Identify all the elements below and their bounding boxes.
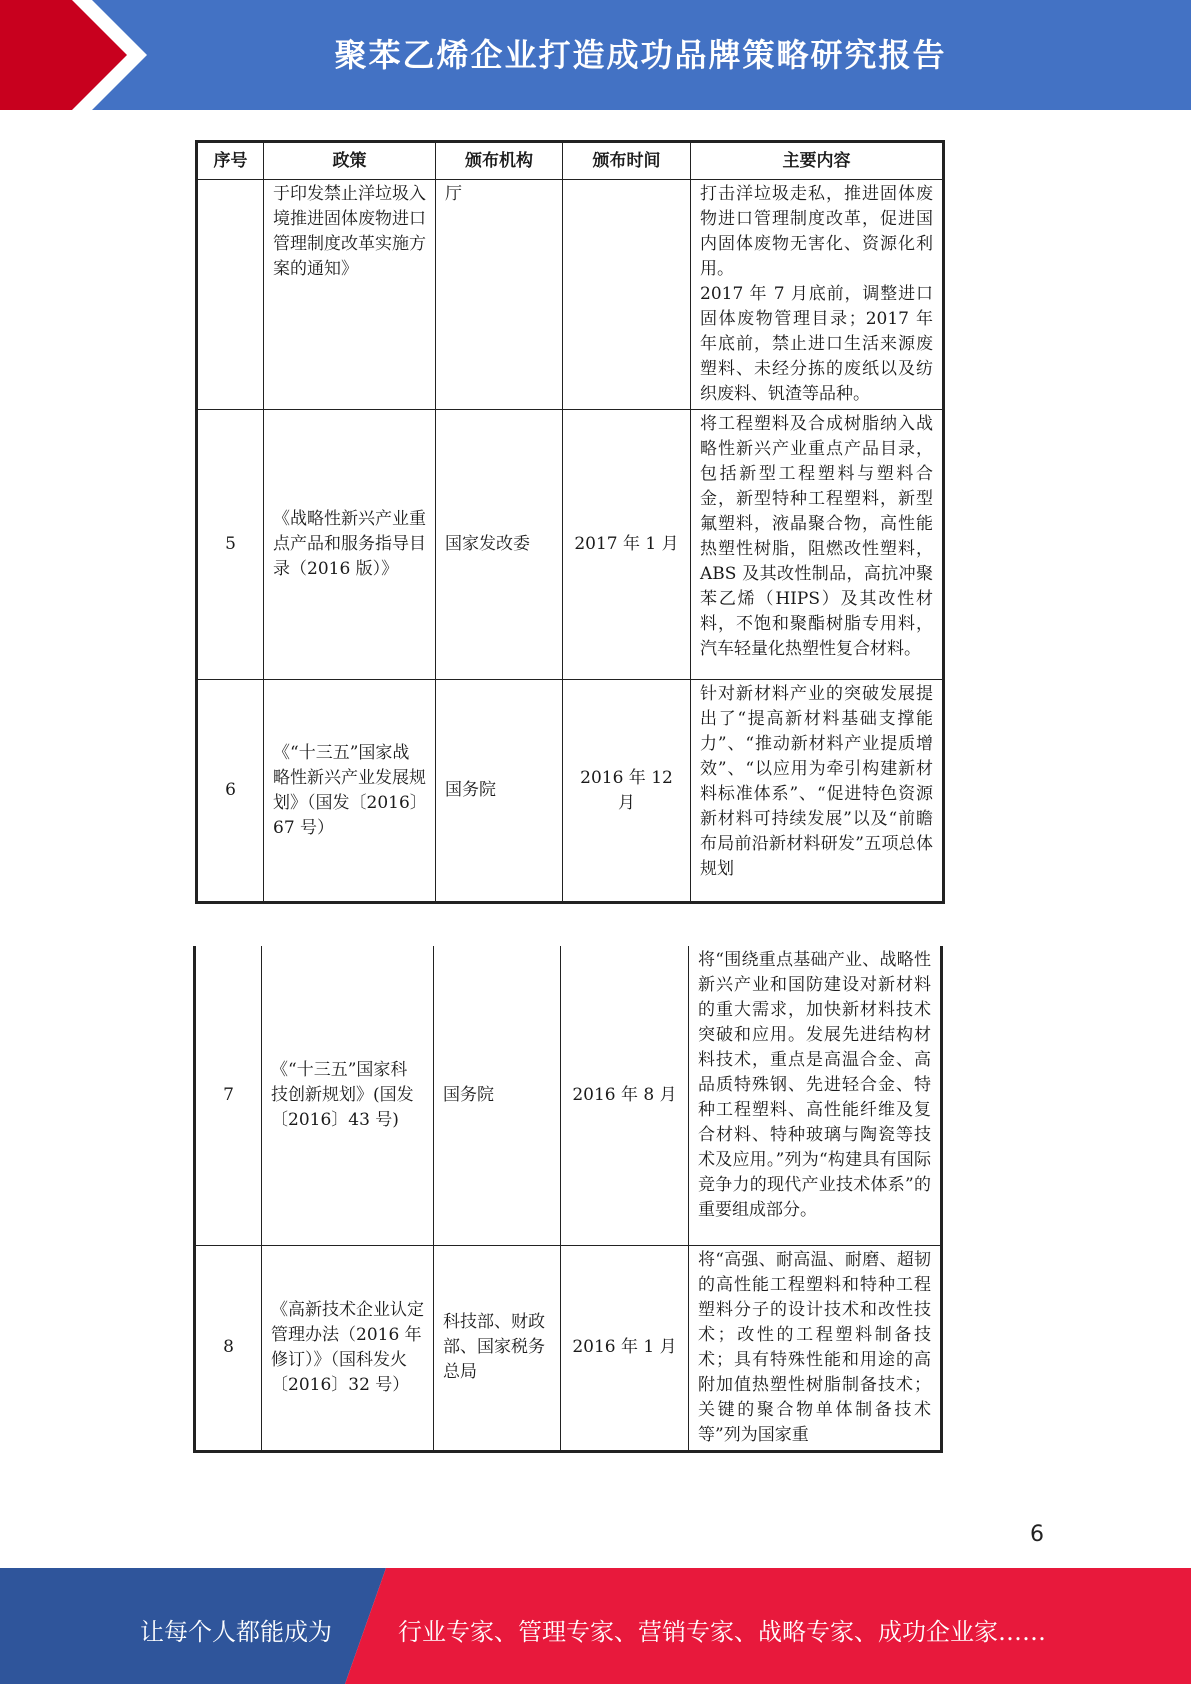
row-content-para1: 打击洋垃圾走私，推进固体废物进口管理制度改革，促进国内固体废物无害化、资源化利用。	[700, 184, 933, 279]
row-agency: 国家发改委	[436, 410, 563, 680]
row-no: 6	[197, 680, 264, 903]
row-date: 2017 年 1 月	[563, 410, 691, 680]
row-content: 针对新材料产业的突破发展提出了“提高新材料基础支撑能力”、“推动新材料产业提质增效”、“以应用为牵引构建新材料标准体系”、“促进特色资源新材料可持续发展”以及“前瞻布局前沿新材料研发”五项总体规划	[691, 680, 944, 903]
policy-table-part1	[195, 140, 945, 904]
red-chevron-decoration	[0, 0, 160, 110]
row-date: 2016 年 12 月	[563, 680, 691, 903]
row-agency: 国务院	[436, 680, 563, 903]
row-content: 将工程塑料及合成树脂纳入战略性新兴产业重点产品目录，包括新型工程塑料与塑料合金，新型特种工程塑料，新型氟塑料，液晶聚合物，高性能热塑性树脂，阻燃改性塑料，ABS 及其改性制品，高抗冲聚苯乙烯（HIPS）及其改性材料，不饱和聚酯树脂专用料，汽车轻量化热塑性复合材料。	[691, 410, 944, 680]
table-row	[197, 180, 944, 410]
row-policy: 《高新技术企业认定管理办法（2016 年修订）》（国科发火〔2016〕32 号）	[262, 1245, 434, 1451]
row-content: 将“围绕重点基础产业、战略性新兴产业和国防建设对新材料的重大需求，加快新材料技术突破和应用。发展先进结构材料技术，重点是高温合金、高品质特殊钢、先进轻合金、特种工程塑料、高性能纤维及复合材料、特种玻璃与陶瓷等技术及应用。”列为“构建具有国际竞争力的现代产业技术体系”的重要组成部分。	[689, 946, 942, 1245]
row-no	[197, 180, 264, 410]
table-row	[197, 410, 944, 680]
header-no: 序号	[197, 142, 264, 180]
row-no: 5	[197, 410, 264, 680]
row-date: 2016 年 8 月	[561, 946, 689, 1245]
row-content: 将“高强、耐高温、耐磨、超韧的高性能工程塑料和特种工程塑料分子的设计技术和改性技术；改性的工程塑料制备技术；具有特殊性能和用途的高附加值热塑性树脂制备技术；关键的聚合物单体制备技术等”列为国家重	[689, 1245, 942, 1451]
footer-slogan-right: 行业专家、管理专家、营销专家、战略专家、成功企业家……	[398, 1618, 1046, 1646]
row-policy: 《“十三五”国家科技创新规划》(国发〔2016〕43 号)	[262, 946, 434, 1245]
table-row	[195, 946, 942, 1245]
policy-table-part2	[193, 946, 943, 1453]
row-agency: 国务院	[434, 946, 561, 1245]
table-row	[197, 680, 944, 903]
header-content: 主要内容	[691, 142, 944, 180]
row-content-para2: 2017 年 7 月底前，调整进口固体废物管理目录；2017 年年底前，禁止进口生活来源废塑料、未经分拣的废纸以及纺织废料、钒渣等品种。	[700, 284, 933, 404]
row-policy: 于印发禁止洋垃圾入境推进固体废物进口管理制度改革实施方案的通知》	[264, 180, 436, 410]
row-date: 2016 年 1 月	[561, 1245, 689, 1451]
row-no: 8	[195, 1245, 262, 1451]
footer-slogan-left: 让每个人都能成为	[140, 1618, 332, 1646]
row-no: 7	[195, 946, 262, 1245]
row-policy: 《“十三五”国家战略性新兴产业发展规划》（国发〔2016〕67 号）	[264, 680, 436, 903]
page-number: 6	[1030, 1522, 1044, 1547]
row-policy: 《战略性新兴产业重点产品和服务指导目录（2016 版）》	[264, 410, 436, 680]
report-title: 聚苯乙烯企业打造成功品牌策略研究报告	[334, 36, 947, 74]
row-date	[563, 180, 691, 410]
header-banner	[0, 0, 1191, 110]
table-row	[195, 1245, 942, 1451]
row-content	[691, 180, 944, 410]
header-date: 颁布时间	[563, 142, 691, 180]
header-agency: 颁布机构	[436, 142, 563, 180]
row-agency: 科技部、财政部、国家税务总局	[434, 1245, 561, 1451]
table-header-row	[197, 142, 944, 180]
header-policy: 政策	[264, 142, 436, 180]
footer-banner	[0, 1568, 1191, 1684]
row-agency: 厅	[436, 180, 563, 410]
